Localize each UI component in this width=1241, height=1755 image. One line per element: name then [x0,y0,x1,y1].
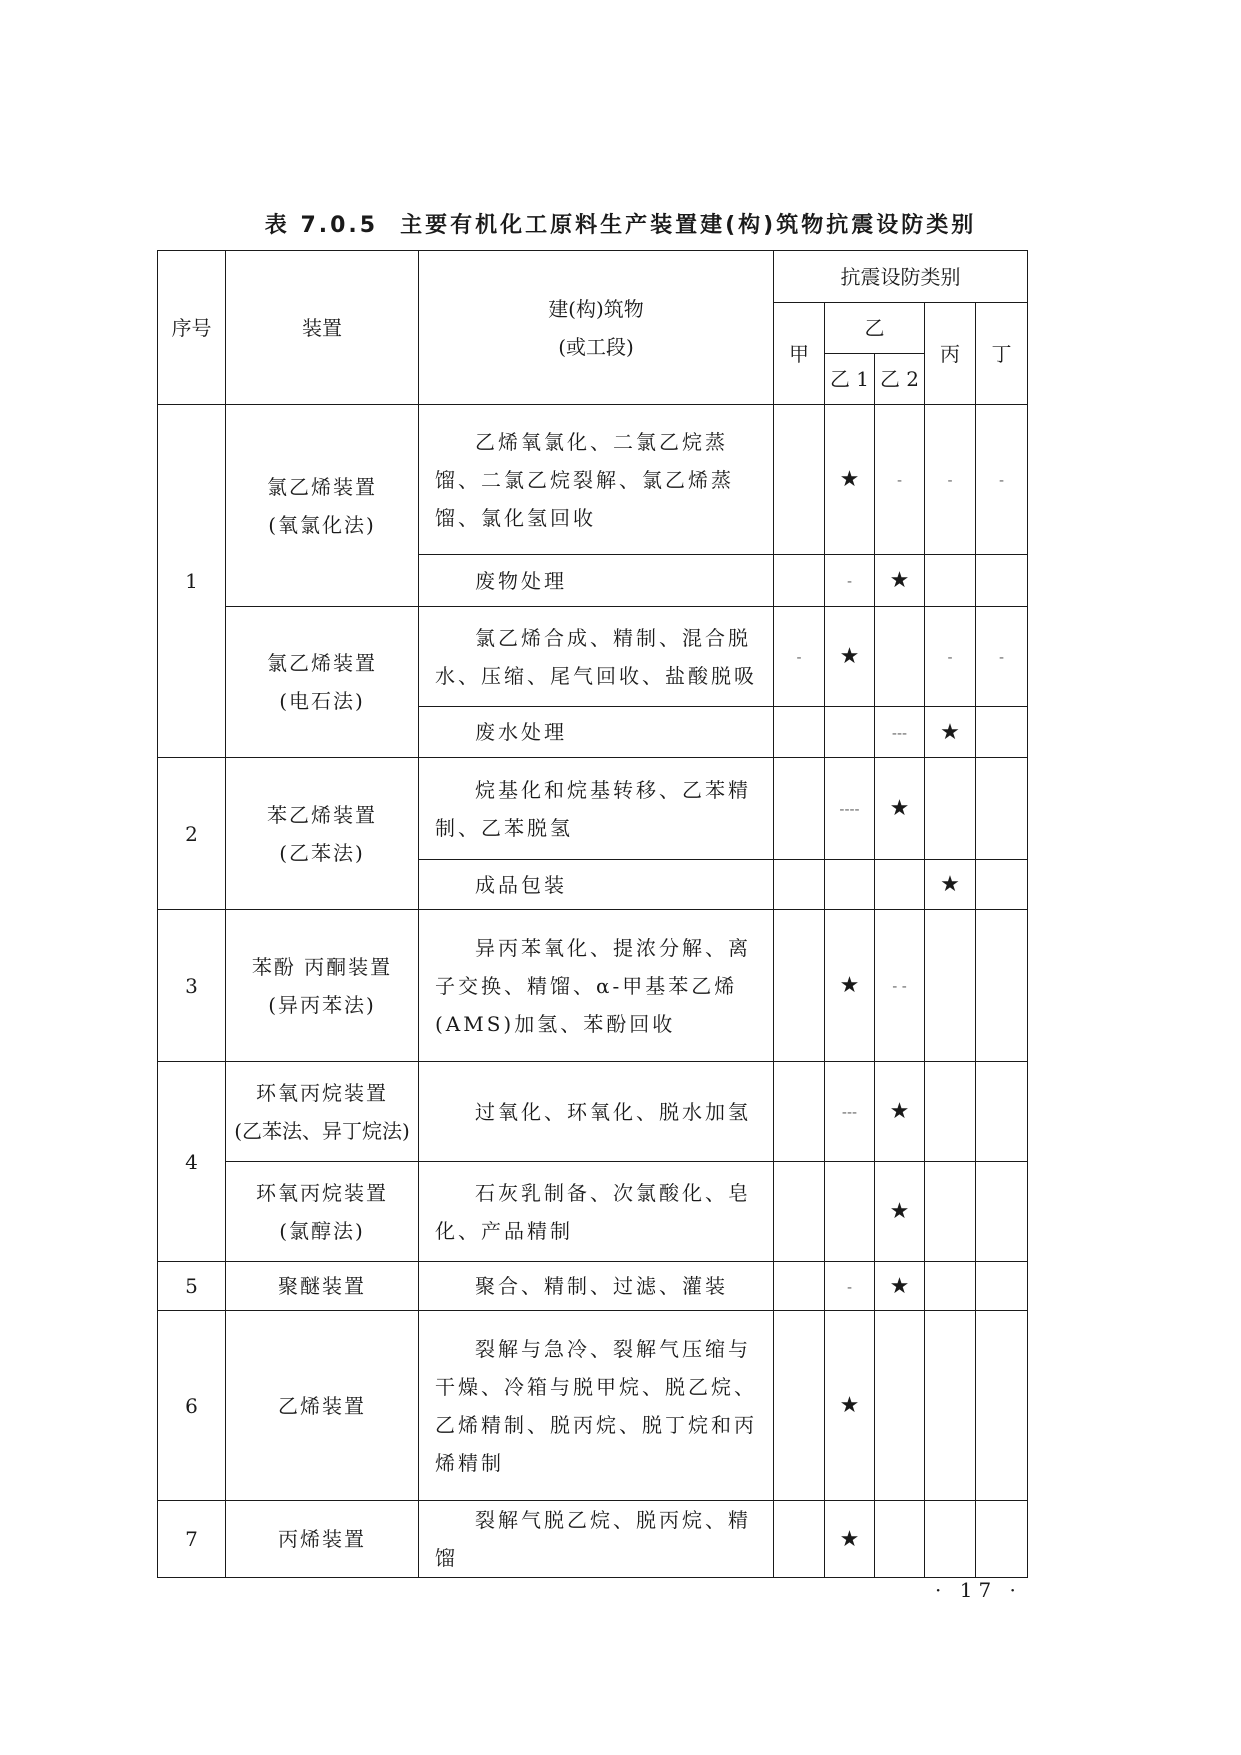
device-cell: 乙烯装置 [226,1311,419,1501]
device-method: (异丙苯法) [268,992,376,1017]
cell-yi2 [875,910,925,1062]
cell-yi2 [875,1501,925,1578]
star-mark: ★ [940,719,960,745]
dash-mark: - [999,473,1005,489]
cell-jia [774,1062,825,1162]
building-cell: 成品包装 [419,860,774,910]
device-cell [226,910,419,1062]
dash-mark: - [846,574,853,590]
cell-jia [774,607,825,707]
dash-mark: - [796,650,802,666]
dash-mark: - - [892,979,907,995]
building-cell: 氯乙烯合成、精制、混合脱水、压缩、尾气回收、盐酸脱吸 [419,607,774,707]
cell-yi1 [825,1062,875,1162]
header-building-line1: 建(构)筑物 [548,296,644,321]
cell-jia [774,1262,825,1311]
device-method: (氧氯化法) [268,512,376,537]
cell-jia [774,707,825,758]
cell-ding [976,758,1028,860]
cell-yi2 [875,555,925,607]
seq-cell: 4 [158,1062,226,1262]
header-yi2: 乙 2 [875,354,925,405]
table-number: 表 7.0.5 [264,213,379,238]
cell-yi2 [875,758,925,860]
building-cell: 乙烯氧氯化、二氯乙烷蒸馏、二氯乙烷裂解、氯乙烯蒸馏、氯化氢回收 [419,405,774,555]
dash-mark: - [947,650,953,666]
star-mark: ★ [889,1273,910,1299]
seq-cell: 3 [158,910,226,1062]
device-name: 苯乙烯装置 [267,802,377,827]
cell-bing [925,1501,976,1578]
device-cell [226,607,419,758]
star-mark: ★ [940,872,960,897]
cell-yi1 [825,707,875,758]
cell-ding [976,405,1028,555]
header-category: 抗震设防类别 [774,251,1028,303]
cell-yi1 [825,1501,875,1578]
cell-jia [774,910,825,1062]
dash-mark: - [846,1279,853,1296]
cell-bing [925,1162,976,1262]
cell-yi1 [825,860,875,910]
cell-bing [925,555,976,607]
building-cell: 异丙苯氧化、提浓分解、离子交换、精馏、α-甲基苯乙烯(AMS)加氢、苯酚回收 [419,910,774,1062]
header-bing: 丙 [925,303,976,405]
cell-bing [925,1311,976,1501]
building-cell: 烷基化和烷基转移、乙苯精制、乙苯脱氢 [419,758,774,860]
header-seq: 序号 [158,251,226,405]
cell-bing [925,405,976,555]
cell-yi2 [875,1162,925,1262]
cell-ding [976,1162,1028,1262]
cell-ding [976,1501,1028,1578]
cell-jia [774,1162,825,1262]
device-name: 氯乙烯装置 [267,651,377,675]
cell-yi2 [875,405,925,555]
cell-ding [976,1262,1028,1311]
device-name: 环氧丙烷装置 [256,1180,388,1205]
cell-yi1 [825,910,875,1062]
seq-cell: 5 [158,1262,226,1311]
star-mark: ★ [839,644,860,669]
seismic-category-table [157,250,1028,1578]
star-mark: ★ [889,1199,910,1224]
cell-bing [925,707,976,758]
cell-ding [976,910,1028,1062]
cell-ding [976,555,1028,607]
header-ding: 丁 [976,303,1028,405]
building-cell: 裂解与急冷、裂解气压缩与干燥、冷箱与脱甲烷、脱乙烷、乙烯精制、脱丙烷、脱丁烷和丙烯精制 [419,1311,774,1501]
cell-ding [976,707,1028,758]
cell-yi1 [825,758,875,860]
table-caption: 主要有机化工原料生产装置建(构)筑物抗震设防类别 [400,213,977,238]
seq-cell: 7 [158,1501,226,1578]
device-cell [226,405,419,607]
device-cell [226,758,419,910]
device-name: 环氧丙烷装置 [256,1080,388,1105]
device-cell: 丙烯装置 [226,1501,419,1578]
cell-jia [774,758,825,860]
header-jia: 甲 [774,303,825,405]
cell-jia [774,555,825,607]
header-yi: 乙 [825,303,925,354]
header-building-line2: (或工段) [558,334,634,359]
cell-yi2 [875,1062,925,1162]
device-cell [226,1162,419,1262]
cell-jia [774,405,825,555]
cell-bing [925,1062,976,1162]
cell-bing [925,860,976,910]
cell-yi1 [825,405,875,555]
page-number: · 17 · [935,1578,1022,1602]
star-mark: ★ [839,973,860,998]
building-cell: 聚合、精制、过滤、灌装 [419,1262,774,1311]
cell-yi2 [875,1262,925,1311]
device-name: 苯酚 丙酮装置 [251,954,393,979]
device-name: 氯乙烯装置 [267,474,377,499]
dash-mark: ---- [839,802,860,818]
dash-mark: - [896,473,903,489]
star-mark: ★ [839,467,860,492]
star-mark: ★ [889,1099,910,1124]
device-cell [226,1062,419,1162]
header-yi1: 乙 1 [825,354,875,405]
building-cell: 废物处理 [419,555,774,607]
cell-ding [976,607,1028,707]
cell-yi2 [875,1311,925,1501]
dash-mark: - [947,473,953,489]
cell-bing [925,910,976,1062]
seq-cell: 6 [158,1311,226,1501]
building-cell: 石灰乳制备、次氯酸化、皂化、产品精制 [419,1162,774,1262]
dash-mark: - [999,650,1005,666]
building-cell: 废水处理 [419,707,774,758]
dash-mark: --- [841,1105,858,1121]
cell-jia [774,860,825,910]
cell-yi1 [825,555,875,607]
device-method: (乙苯法、异丁烷法) [234,1118,410,1143]
cell-yi2 [875,707,925,758]
cell-yi1 [825,1162,875,1262]
cell-bing [925,607,976,707]
cell-ding [976,1062,1028,1162]
device-method: (电石法) [279,689,365,713]
cell-yi2 [875,860,925,910]
cell-yi1 [825,607,875,707]
seq-cell: 1 [158,405,226,758]
cell-yi1 [825,1311,875,1501]
cell-ding [976,1311,1028,1501]
header-device: 装置 [226,251,419,405]
cell-yi1 [825,1262,875,1311]
star-mark: ★ [839,1393,860,1418]
cell-bing [925,1262,976,1311]
device-cell: 聚醚装置 [226,1262,419,1311]
cell-jia [774,1311,825,1501]
device-method: (氯醇法) [279,1218,365,1243]
star-mark: ★ [839,1526,860,1552]
device-method: (乙苯法) [279,840,365,865]
building-cell: 裂解气脱乙烷、脱丙烷、精馏 [419,1501,774,1578]
star-mark: ★ [889,568,910,593]
cell-bing [925,758,976,860]
table-title [0,208,1241,239]
star-mark: ★ [889,796,910,821]
building-cell: 过氧化、环氧化、脱水加氢 [419,1062,774,1162]
cell-yi2 [875,607,925,707]
cell-ding [976,860,1028,910]
dash-mark: --- [891,725,908,742]
seq-cell: 2 [158,758,226,910]
cell-jia [774,1501,825,1578]
header-building [419,251,774,405]
